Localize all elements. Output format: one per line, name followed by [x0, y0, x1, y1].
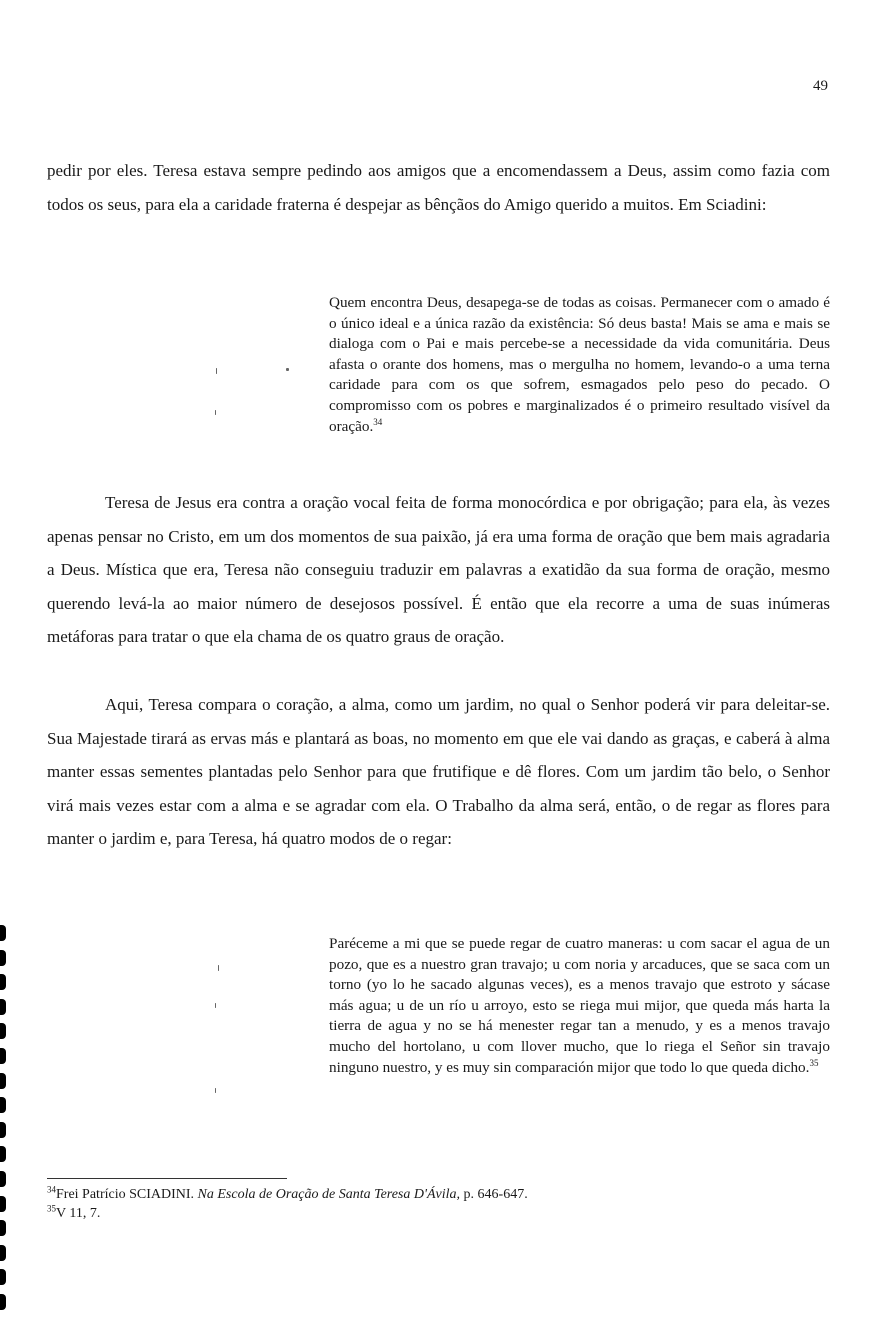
scan-speck: [215, 1088, 216, 1093]
binding-hole-mark: [0, 1146, 6, 1162]
footnote-marker: 35: [809, 1057, 819, 1068]
footnote-34: [47, 1186, 528, 1204]
binding-hole-mark: [0, 1196, 6, 1212]
block-quote-1: [329, 293, 830, 437]
footnote-pages: p. 646-647.: [463, 1187, 528, 1202]
binding-hole-mark: [0, 1122, 6, 1138]
binding-hole-mark: [0, 1048, 6, 1064]
binding-hole-mark: [0, 950, 6, 966]
binding-hole-mark: [0, 925, 6, 941]
footnote-number: 34: [47, 1184, 56, 1195]
page-number: 49: [813, 78, 828, 94]
footnote-number: 35: [47, 1203, 56, 1214]
block-quote-2: [329, 934, 830, 1078]
binding-hole-mark: [0, 1269, 6, 1285]
footnote-reference: V 11, 7.: [56, 1206, 101, 1221]
binding-hole-mark: [0, 1220, 6, 1236]
footnote-author: Frei Patrício SCIADINI.: [56, 1187, 195, 1202]
binding-hole-mark: [0, 1171, 6, 1187]
footnote-marker: 34: [373, 416, 383, 427]
quote-text: Paréceme a mi que se puede regar de cuatro maneras: u com sacar el agua de un pozo, que es a nuestro gran travajo; u com noria y arcaduces, que se saca com un torno (yo lo he sacado algunas veces), es a menos travajo que estroto y sácase más agua; u de un río u arroyo, esto se riega mui mijor, que queda más harta la tierra de agua y no se há menester regar tan a menudo, y es a menos travajo mucho del hortolano, u com llover mucho, que lo riega el Señor sin travajo ninguno nuestro, y es muy sin comparación mijor que todo lo que queda dicho.: [329, 935, 830, 1076]
binding-holes: [0, 925, 10, 1319]
footnote-35: [47, 1205, 100, 1223]
footnote-title: Na Escola de Oração de Santa Teresa D'Ávila,: [197, 1187, 461, 1202]
body-paragraph-3: Aqui, Teresa compara o coração, a alma, como um jardim, no qual o Senhor poderá vir para deleitar-se. Sua Majestade tirará as ervas más e plantará as boas, no momento em que ele vai dando as graças, e caberá à alma manter essas sementes plantadas pelo Senhor para que frutifique e dê flores. Com um jardim tão belo, o Senhor virá mais vezes estar com a alma e se agradar com ela. O Trabalho da alma será, então, o de regar as flores para manter o jardim e, para Teresa, há quatro modos de o regar:: [47, 695, 830, 848]
binding-hole-mark: [0, 1073, 6, 1089]
scan-speck: [216, 368, 217, 374]
scan-speck: [215, 1003, 216, 1008]
binding-hole-mark: [0, 974, 6, 990]
scan-speck: [286, 368, 289, 371]
binding-hole-mark: [0, 1294, 6, 1310]
binding-hole-mark: [0, 999, 6, 1015]
footnote-rule: [47, 1178, 287, 1179]
scan-speck: [218, 965, 219, 971]
scan-speck: [215, 410, 216, 415]
quote-text: Quem encontra Deus, desapega-se de todas as coisas. Permanecer com o amado é o único ideal e a única razão da existência: Só deus basta! Mais se ama e mais se dialoga com o Pai e mais percebe-se a necessidade da vida comunitária. Deus afasta o orante dos homens, mas o mergulha no homem, levando-o a uma terna caridade para com os que sofrem, esmagados pelo peso do pecado. O compromisso com os pobres e marginalizados é o primeiro resultado visível da oração.: [329, 294, 830, 435]
binding-hole-mark: [0, 1023, 6, 1039]
binding-hole-mark: [0, 1245, 6, 1261]
binding-hole-mark: [0, 1097, 6, 1113]
body-paragraph-2: Teresa de Jesus era contra a oração vocal feita de forma monocórdica e por obrigação; para ela, às vezes apenas pensar no Cristo, em um dos momentos de sua paixão, já era uma forma de oração que bem mais agradaria a Deus. Mística que era, Teresa não conseguiu traduzir em palavras a exatidão da sua forma de oração, mesmo querendo levá-la ao maior número de desejosos possível. É então que ela recorre a uma de suas inúmeras metáforas para tratar o que ela chama de os quatro graus de oração.: [47, 493, 830, 646]
body-paragraph-1: pedir por eles. Teresa estava sempre pedindo aos amigos que a encomendassem a Deus, assim como fazia com todos os seus, para ela a caridade fraterna é despejar as bênçãos do Amigo querido a muitos. Em Sciadini:: [47, 161, 830, 214]
